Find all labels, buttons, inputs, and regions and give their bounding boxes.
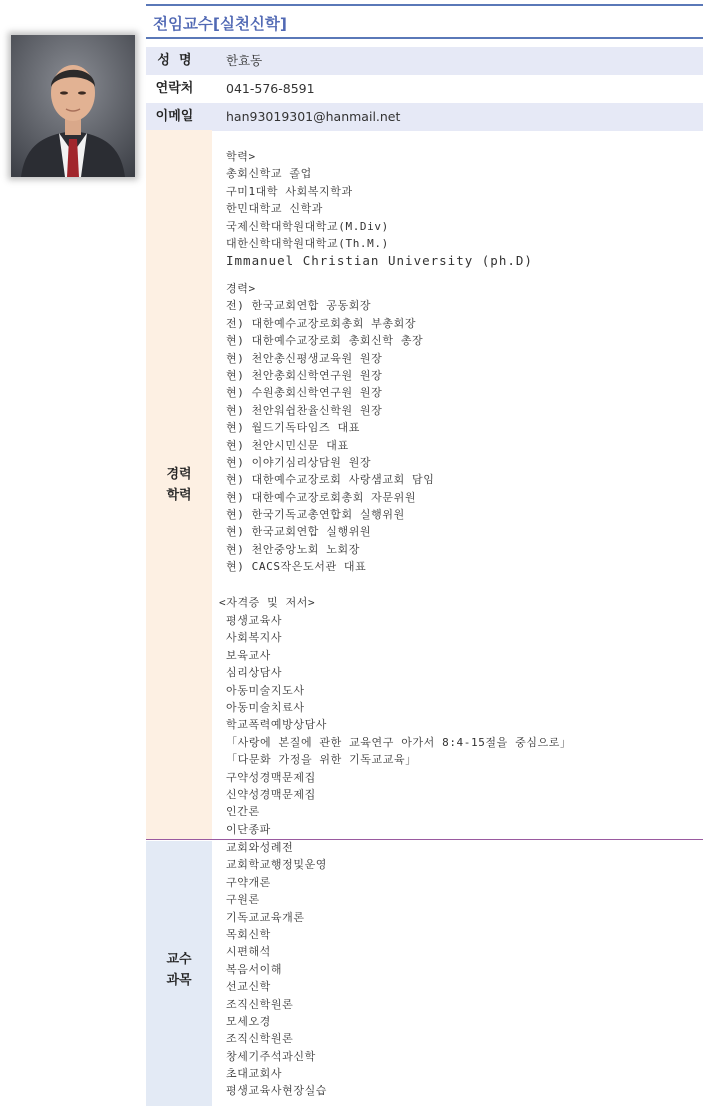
list-item: 현) 천안총회신학연구원 원장: [226, 368, 383, 382]
name-label: 성 명: [157, 53, 192, 68]
name-row: [146, 47, 703, 75]
list-item: 교회학교행정및운영: [226, 858, 328, 872]
list-item: 초대교회사: [226, 1067, 283, 1081]
experience-header: 경력>: [226, 282, 256, 295]
list-item: 모세오경: [226, 1014, 271, 1028]
name-value: 한효동: [226, 53, 263, 68]
contact-label: 연락처: [155, 81, 194, 96]
list-item: 현) 천안총신평생교육원 원장: [226, 351, 383, 365]
list-item: 현) 수원총회신학연구원 원장: [226, 386, 383, 400]
list-item: 현) 천안중앙노회 노회장: [226, 542, 360, 556]
list-item: 선교신학: [226, 980, 271, 994]
list-item: 총회신학교 졸업: [226, 167, 312, 181]
list-item: 현) 천안워쉽찬율신학원 원장: [226, 403, 383, 417]
list-item: 이단종파: [226, 822, 271, 836]
list-item: 국제신학대학원대학교(M.Div): [226, 219, 389, 233]
list-item: 구미1대학 사회복지학과: [226, 184, 353, 198]
list-item: 현) CACS작은도서관 대표: [226, 560, 367, 574]
contact-value: 041-576-8591: [226, 81, 315, 96]
career-label: 경력 학력: [166, 467, 192, 503]
education-header: 학력>: [226, 150, 256, 163]
course-list: [226, 839, 327, 1100]
list-item: 창세기주석과신학: [226, 1049, 316, 1063]
list-item: 아동미술지도사: [226, 683, 305, 697]
list-item: 구원론: [226, 893, 260, 907]
list-item: 현) 천안시민신문 대표: [226, 438, 349, 452]
cert-header: <자격증 및 저서>: [219, 596, 316, 609]
list-item: 현) 월드기독타임즈 대표: [226, 421, 360, 435]
page-title: 전임교수[실천신학]: [153, 15, 287, 33]
career-label-cell: [146, 130, 212, 840]
list-item: 현) 대한예수교장로회총회 자문위원: [226, 490, 417, 504]
list-item: 평생교육사: [226, 614, 283, 627]
contact-row: [146, 75, 703, 103]
list-item: 심리상담사: [226, 666, 283, 680]
list-item: 보육교사: [226, 648, 271, 662]
list-item: 아동미술치료사: [226, 700, 305, 714]
list-item: 복음서이해: [226, 962, 283, 976]
list-item: 대한신학대학원대학교(Th.M.): [226, 236, 389, 250]
list-item: 「다문화 가정을 위한 기독교교육」: [226, 753, 417, 767]
cert-list: [226, 612, 572, 838]
profile-photo-image: [11, 35, 135, 177]
list-item: 교회와성례전: [226, 841, 294, 854]
profile-photo: [11, 35, 135, 177]
list-item: 현) 한국교회연합 실행위원: [226, 525, 372, 539]
title-bar: [146, 4, 703, 39]
list-item: 조직신학원론: [226, 1032, 294, 1046]
course-label-cell: [146, 841, 212, 1106]
list-item: 시편해석: [226, 945, 271, 959]
list-item: 기독교교육개론: [226, 910, 305, 924]
email-value: han93019301@hanmail.net: [226, 109, 401, 124]
list-item: 평생교육사현장실습: [226, 1084, 328, 1098]
list-item: 신약성경맥문제집: [226, 787, 316, 801]
list-item: 목회신학: [226, 927, 271, 941]
profile-photo-frame: [8, 32, 138, 180]
list-item: Immanuel Christian University (ph.D): [226, 253, 533, 269]
list-item: 조직신학원론: [226, 997, 294, 1011]
list-item: 한민대학교 신학과: [226, 202, 324, 216]
list-item: 전) 대한예수교장로회총회 부총회장: [226, 316, 417, 330]
list-item: 학교폭력예방상담사: [226, 718, 328, 732]
experience-list: [226, 280, 435, 576]
list-item: 인간론: [226, 805, 260, 819]
list-item: 현) 한국기독교총연합회 실행위원: [226, 508, 405, 522]
list-item: 현) 대한예수교장로회 사랑샘교회 담임: [226, 473, 435, 487]
list-item: 구약성경맥문제집: [226, 770, 316, 784]
course-label: 교수 과목: [166, 952, 192, 988]
list-item: 전) 한국교회연합 공동회장: [226, 299, 372, 313]
list-item: 「사랑에 본질에 관한 교육연구 아가서 8:4-15절을 중심으로」: [226, 735, 572, 749]
email-label: 이메일: [155, 109, 194, 124]
education-list: [226, 148, 533, 270]
email-row: [146, 103, 703, 131]
list-item: 현) 대한예수교장로회 총회신학 총장: [226, 334, 424, 348]
list-item: 현) 이야기심리상담원 원장: [226, 455, 372, 469]
list-item: 사회복지사: [226, 631, 283, 645]
list-item: 구약개론: [226, 875, 271, 889]
